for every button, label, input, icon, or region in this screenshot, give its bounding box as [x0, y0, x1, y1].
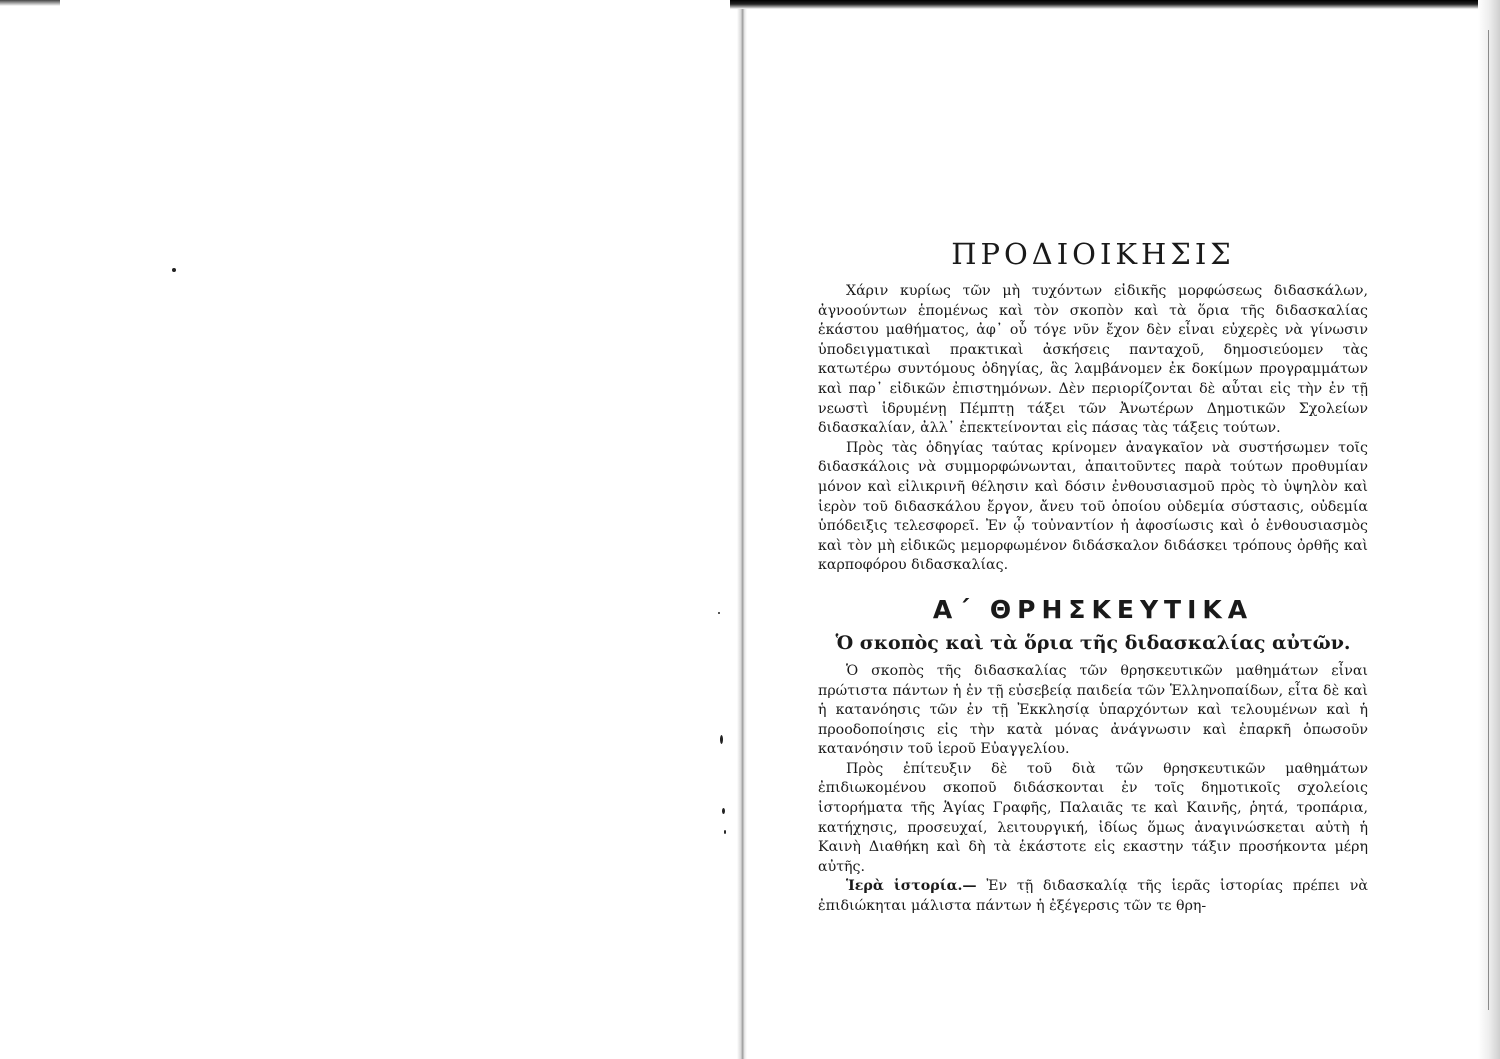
subsection-lead: Ἱερὰ ἱστορία.—	[846, 878, 977, 895]
right-page-edge-shadow	[1478, 0, 1500, 1059]
subsection-text: Ἐν τῇ διδασκαλίᾳ τῆς ἱερᾶς ἱστορίας πρέπει νὰ ἐπιδιώκηται μάλιστα πάντων ἡ ἐξέγερσις τῶν τε θρη-	[818, 878, 1368, 915]
ink-speck	[724, 830, 726, 834]
section-paragraph-1: Ὁ σκοπὸς τῆς διδασκαλίας τῶν θρησκευτικῶν μαθημάτων εἶναι πρώτιστα πάντων ἡ ἐν τῇ εὐσεβείᾳ παιδεία τῶν Ἑλληνοπαίδων, εἶτα δὲ καὶ ἡ κατανόησις τῶν ἐν τῇ Ἐκκλησίᾳ ὑπαρχόντων καὶ τελουμένων καὶ ἡ προοδοποίησις εἰς τὴν κατὰ μόνας ἀνάγνωσιν καὶ ἐπαρκῆ ὁπωσοῦν κατανόησιν τοῦ ἱεροῦ Εὐαγγελίου.	[818, 662, 1368, 758]
section-paragraph-2: Πρὸς ἐπίτευξιν δὲ τοῦ διὰ τῶν θρησκευτικῶν μαθημάτων ἐπιδιωκομένου σκοποῦ διδάσκονται ἐν τοῖς δημοτικοῖς σχολείοις ἱστορήματα τῆς Ἁγίας Γραφῆς, Παλαιᾶς τε καὶ Καινῆς, ῥητά, τροπάρια, κατήχησις, προσευχαί, λειτουργική, ἰδίως ὅμως ἀναγινώσκεται αὐτὴ ἡ Καινὴ Διαθήκη καὶ δὴ τὰ ἑκάστοτε εἰς εκαστην τάξιν προσήκοντα μέρη αὐτῆς.	[818, 760, 1368, 875]
section-subtitle: Ὁ σκοπὸς καὶ τὰ ὅρια τῆς διδασκαλίας αὐτῶν.	[835, 631, 1351, 654]
section-title: Α΄ ΘΡΗΣΚΕΥΤΙΚΑ	[932, 594, 1254, 624]
right-page-edge-line	[1488, 30, 1489, 1010]
right-page-text	[818, 236, 1368, 917]
right-page-top-edge	[730, 0, 1500, 9]
left-page-blank	[0, 0, 742, 1059]
subsection-paragraph	[818, 877, 1368, 916]
page-title: ΠΡΟΔΙΟΙΚΗΣΙΣ	[951, 237, 1235, 271]
left-page-top-edge	[0, 0, 60, 6]
intro-paragraph-1: Χάριν κυρίως τῶν μὴ τυχόντων εἰδικῆς μορφώσεως διδασκάλων, ἀγνοούντων ἑπομένως καὶ τὸν σκοπὸν καὶ τὰ ὅρια τῆς διδασκαλίας ἑκάστου μαθήματος, ἀφ᾽ οὗ τόγε νῦν ἔχον δὲν εἶναι εὐχερὲς νὰ γίνωσιν ὑποδειγματικαὶ πρακτικαὶ ἀσκήσεις πανταχοῦ, δημοσιεύομεν τὰς κατωτέρω συντόμους ὁδηγίας, ἃς λαμβάνομεν ἐκ δοκίμων προγραμμάτων καὶ παρ᾽ εἰδικῶν ἐπιστημόνων. Δὲν περιορίζονται δὲ αὗται εἰς τὴν ἐν τῇ νεωστὶ ἱδρυμένῃ Πέμπτῃ τάξει τῶν Ἀνωτέρων Δημοτικῶν Σχολείων διδασκαλίαν, ἀλλ᾽ ἐπεκτείνονται εἰς πάσας τὰς τάξεις τούτων.	[818, 283, 1368, 437]
ink-speck	[720, 735, 723, 744]
ink-speck	[172, 268, 176, 272]
ink-speck	[722, 808, 725, 814]
ink-speck	[718, 612, 720, 614]
book-gutter	[737, 0, 747, 1059]
intro-paragraph-2: Πρὸς τὰς ὁδηγίας ταύτας κρίνομεν ἀναγκαῖον νὰ συστήσωμεν τοῖς διδασκάλοις νὰ συμμορφώνωνται, ἀπαιτοῦντες παρὰ τούτων προθυμίαν μόνον καὶ εἰλικρινῆ θέλησιν καὶ δόσιν ἐνθουσιασμοῦ πρὸς τὸ ὑψηλὸν καὶ ἱερὸν τοῦ διδασκάλου ἔργον, ἄνευ τοῦ ὁποίου οὐδεμία σύστασις, οὐδεμία ὑπόδειξις τελεσφορεῖ. Ἐν ᾧ τοὐναντίον ἡ ἀφοσίωσις καὶ ὁ ἐνθουσιασμὸς καὶ τὸν μὴ εἰδικῶς μεμορφωμένον διδάσκαλον διδάσκει τρόπους ὀρθῆς καὶ καρποφόρου διδασκαλίας.	[818, 439, 1368, 574]
